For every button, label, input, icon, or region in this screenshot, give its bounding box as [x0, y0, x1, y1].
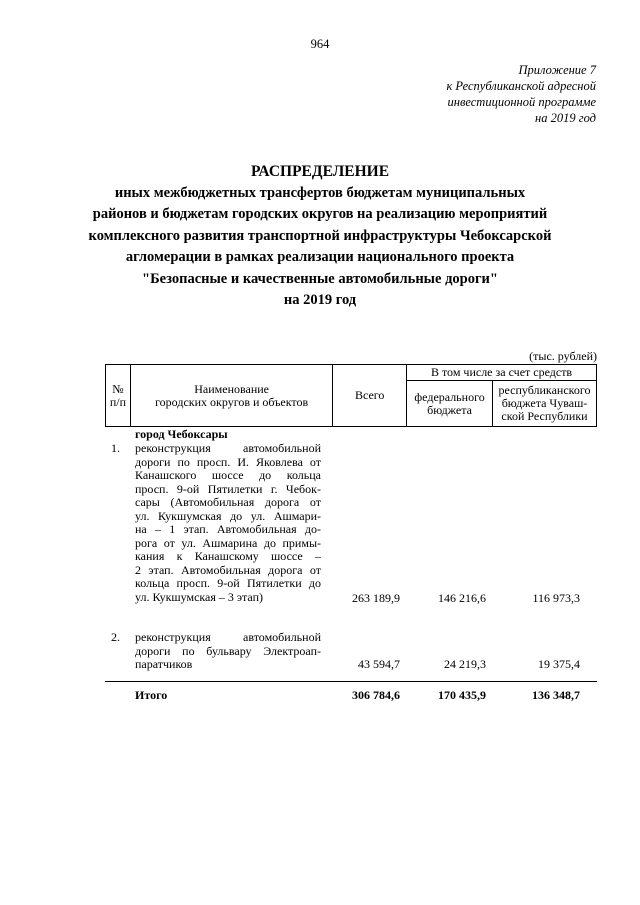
- document-title: [60, 161, 580, 312]
- table-header: [105, 364, 597, 427]
- appendix-line-2: к Республиканской адресной: [446, 79, 596, 93]
- appendix-note: [400, 62, 596, 126]
- header-num-line-2: п/п: [109, 394, 127, 409]
- group-label: город Чебоксары: [135, 427, 228, 441]
- page-number: 964: [310, 37, 330, 51]
- total-separator-line: [105, 681, 597, 682]
- row-1-text-line: ул. Кукшумская – 3 этап): [135, 589, 264, 604]
- row-1-text-line: рога от ул. Ашмарина до примы-: [135, 535, 321, 550]
- title-line-5: "Безопасные и качественные автомобильные дороги": [142, 270, 498, 287]
- row-1-text-line: просп. 9-ой Пятилетки г. Чебок-: [135, 481, 321, 496]
- title-line-6: на 2019 год: [283, 292, 357, 308]
- row-2-text-line: дороги по бульвару Электроап-: [135, 643, 321, 658]
- row-1-total: 263 189,9: [352, 591, 400, 605]
- total-sum: 306 784,6: [352, 688, 400, 702]
- row-2-republic: 19 375,4: [538, 657, 580, 671]
- appendix-line-4: на 2019 год: [535, 111, 596, 125]
- header-republic-line-2: бюджета Чуваш-: [501, 396, 588, 410]
- units-label: (тыс. рублей): [529, 349, 597, 363]
- total-republic: 136 348,7: [532, 688, 580, 702]
- row-1-text-line: кания к Канашскому шоссе –: [135, 549, 321, 563]
- appendix-line-3: инвестиционной программе: [447, 95, 596, 109]
- row-1-federal: 146 216,6: [438, 591, 486, 605]
- row-1-republic: 116 973,3: [532, 591, 580, 605]
- row-1-text-line: Канашского шоссе до кольца: [135, 468, 321, 482]
- title-line-2: районов и бюджетам городских округов на реализацию мероприятий: [92, 206, 548, 222]
- row-1-num: 1.: [111, 441, 120, 455]
- title-line-1: иных межбюджетных трансфертов бюджетам муниципальных: [114, 184, 526, 201]
- header-republic: [493, 381, 597, 427]
- header-name: [130, 365, 332, 427]
- header-num-line-1: №: [112, 381, 124, 396]
- title-main: РАСПРЕДЕЛЕНИЕ: [250, 163, 390, 180]
- row-1-text-line: 2 этап. Автомобильная дорога от: [135, 562, 321, 577]
- row-1-text-line: на – 1 этап. Автомобильная до-: [135, 522, 321, 536]
- header-total: Всего: [333, 365, 407, 427]
- header-name-line-1: Наименование: [194, 381, 269, 396]
- title-line-3: комплексного развития транспортной инфраструктуры Чебоксарской: [88, 227, 552, 244]
- row-2-text-line: паратчиков: [135, 657, 193, 671]
- row-1-description: [135, 442, 321, 604]
- header-federal-line-2: бюджета: [427, 402, 472, 417]
- header-republic-line-3: ской Республики: [501, 409, 588, 423]
- title-line-4: агломерации в рамках реализации национального проекта: [125, 249, 515, 265]
- appendix-line-1: Приложение 7: [518, 63, 596, 77]
- header-federal-line-1: федерального: [414, 389, 485, 404]
- header-including: В том числе за счет средств: [407, 365, 597, 381]
- header-federal: [407, 381, 493, 427]
- row-2-text-line: реконструкция автомобильной: [135, 630, 321, 644]
- row-1-text-line: ул. Кукшумская до ул. Ашмари-: [135, 508, 321, 523]
- total-label: Итого: [135, 688, 168, 702]
- row-2-federal: 24 219,3: [444, 657, 486, 671]
- row-2-total: 43 594,7: [358, 657, 400, 671]
- row-2-description: [135, 631, 321, 672]
- header-num: [106, 365, 131, 427]
- row-1-text-line: реконструкция автомобильной: [135, 441, 321, 455]
- row-1-text-line: дороги по просп. И. Яковлева от: [135, 454, 321, 469]
- total-federal: 170 435,9: [438, 688, 486, 702]
- header-name-line-2: городских округов и объектов: [155, 394, 309, 409]
- row-1-text-line: кольца просп. 9-ой Пятилетки до: [135, 576, 321, 590]
- row-1-text-line: сары (Автомобильная дорога от: [135, 495, 321, 509]
- row-2-num: 2.: [111, 630, 120, 644]
- header-republic-line-1: республиканского: [498, 383, 591, 397]
